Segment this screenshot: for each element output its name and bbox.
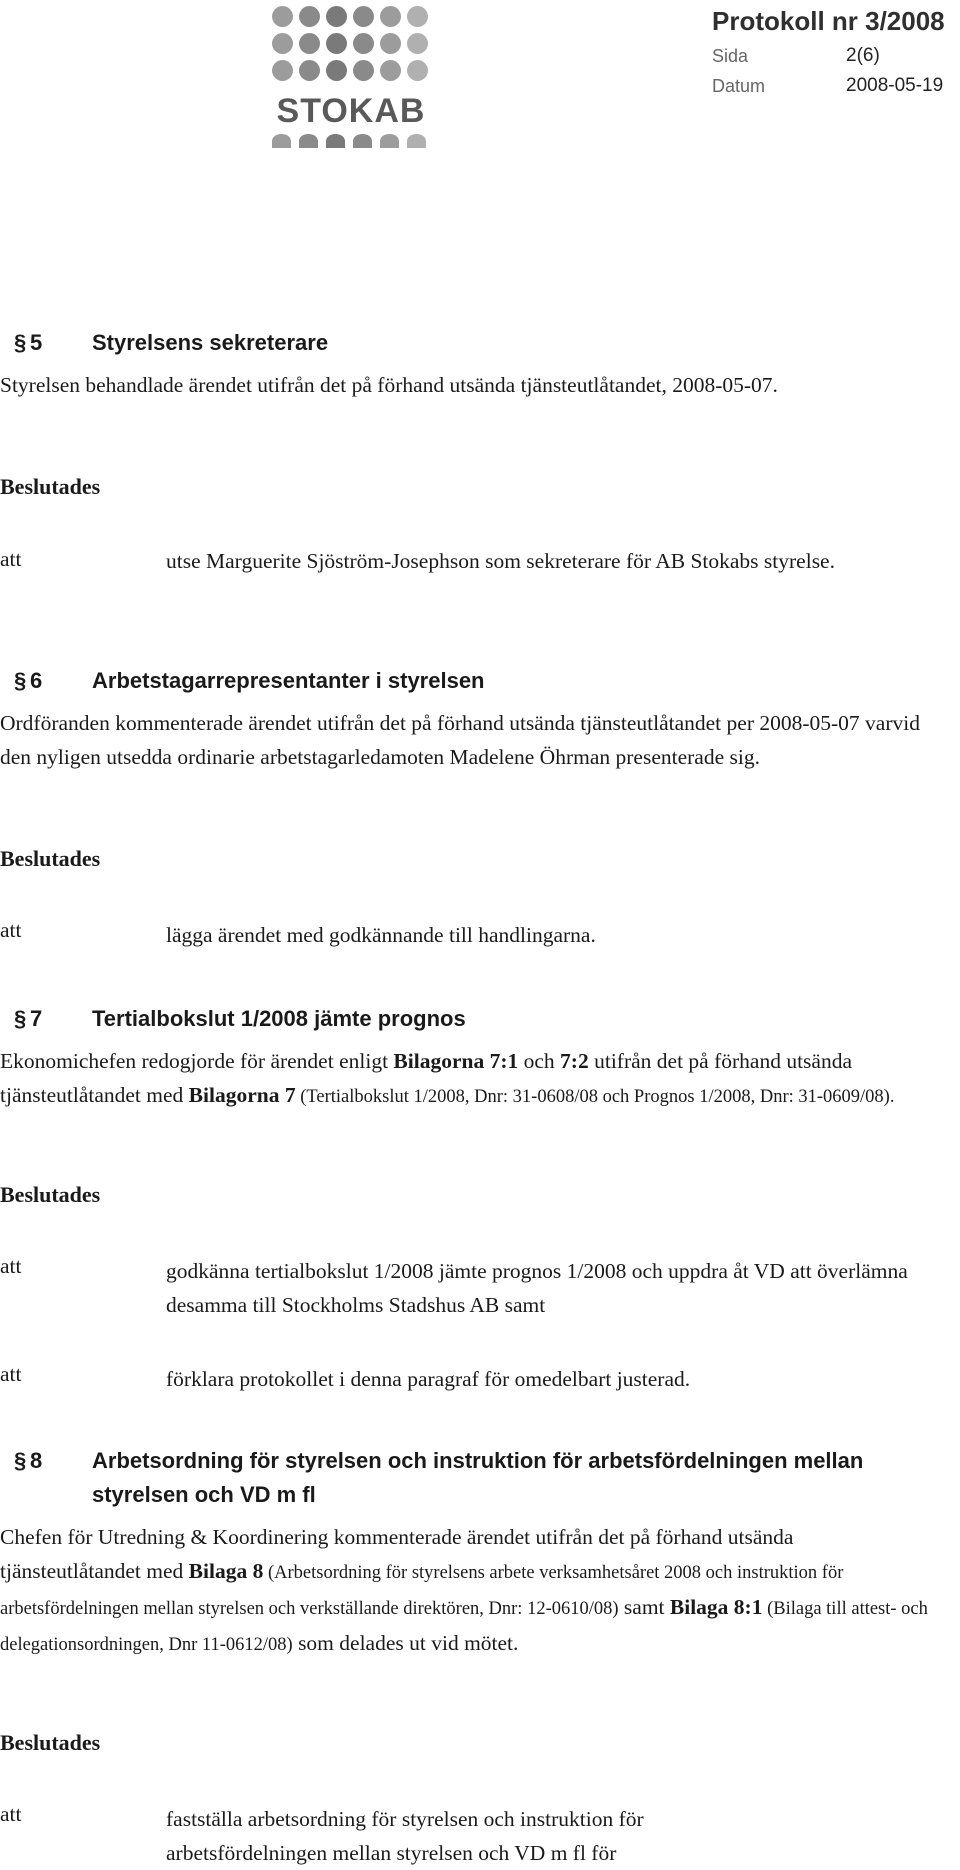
page-label: Sida [712,46,749,66]
section-number: 7 [30,1006,43,1031]
decision-text: förklara protokollet i denna paragraf för omedelbart justerad. [166,1367,691,1391]
section-paragraph: Ekonomichefen redogjorde för ärendet enligt Bilagorna 7:1 och 7:2 utifrån det på förhand utsända tjänsteutlåtandet med Bilagorna 7 (Tertialbokslut 1/2008, Dnr: 31-0608/08 och Prognos 1/2008, Dnr: 31-0609/08). [0,1049,895,1107]
logo-dot [380,60,401,81]
logo-dot [272,60,293,81]
logo-dot [380,33,401,54]
logo-dot [380,134,399,148]
logo-dot [299,134,318,148]
section-number: 6 [30,668,43,693]
decision-text: godkänna tertialbokslut 1/2008 jämte prognos 1/2008 och uppdra åt VD att överlämna desamma till Stockholms Stadshus AB samt [166,1259,908,1317]
date-value: 2008-05-19 [846,75,944,96]
page-value: 2(6) [846,45,880,66]
logo-dot [326,60,347,81]
logo-dot [407,134,426,148]
section-title: Arbetsordning för styrelsen och instruktion för arbetsfördelningen mellan styrelsen och VD m fl [92,1448,864,1507]
logo-dot [272,6,293,27]
logo-dot [353,60,374,81]
logo-dot [407,33,428,54]
section-title: Tertialbokslut 1/2008 jämte prognos [92,1006,466,1031]
att-label: att [0,1802,22,1826]
decision-text: lägga ärendet med godkännande till handlingarna. [166,923,596,947]
decided-heading: Beslutades [0,1182,101,1207]
logo-dot [353,33,374,54]
section-symbol: § [14,1006,27,1031]
logo-dot [380,6,401,27]
section-title: Styrelsens sekreterare [92,330,329,355]
logo-dot [407,6,428,27]
section-paragraph: Chefen för Utredning & Koordinering kommenterade ärendet utifrån det på förhand utsända tjänsteutlåtandet med Bilaga 8 (Arbetsordning för styrelsens arbete verksamhetsåret 2008 och instruktion för arbetsfördelningen mellan styrelsen och verkställande direktören, Dnr: 12-0610/08) samt Bilaga 8:1 (Bilaga till attest- och delegationsordningen, Dnr 11-0612/08) som delades ut vid mötet. [0,1525,928,1655]
section-title: Arbetstagarrepresentanter i styrelsen [92,668,485,693]
att-label: att [0,547,22,571]
att-label: att [0,1254,22,1278]
section-symbol: § [14,668,27,693]
logo-dot [299,33,320,54]
logo-dot [326,33,347,54]
att-label: att [0,1362,22,1386]
logo-dot [299,60,320,81]
logo-dot [272,134,291,148]
logo-wordmark: STOKAB [276,92,426,130]
section-number: 8 [30,1448,43,1473]
section-symbol: § [14,330,27,355]
logo-dot [407,60,428,81]
date-label: Datum [712,76,766,96]
logo-dot [326,6,347,27]
section-paragraph: Ordföranden kommenterade ärendet utifrån det på förhand utsända tjänsteutlåtandet per 2008-05-07 varvid den nyligen utsedda ordinarie arbetstagarledamoten Madelene Öhrman presenterade sig. [0,711,920,769]
section-number: 5 [30,330,43,355]
logo-dot [299,6,320,27]
section-symbol: § [14,1448,27,1473]
decided-heading: Beslutades [0,474,101,499]
decided-heading: Beslutades [0,846,101,871]
logo-dot [353,6,374,27]
stokab-logo [266,6,436,148]
logo-dot [353,134,372,148]
att-label: att [0,918,22,942]
logo-dot [326,134,345,148]
logo-dot [272,33,293,54]
decision-text: utse Marguerite Sjöström-Josephson som sekreterare för AB Stokabs styrelse. [166,549,835,573]
decision-text: fastställa arbetsordning för styrelsen och instruktion för arbetsfördelningen mellan styrelsen och VD m fl för [166,1807,644,1865]
decided-heading: Beslutades [0,1730,101,1755]
section-paragraph: Styrelsen behandlade ärendet utifrån det på förhand utsända tjänsteutlåtandet, 2008-05-07. [0,373,778,397]
document-title: Protokoll nr 3/2008 [712,6,945,36]
